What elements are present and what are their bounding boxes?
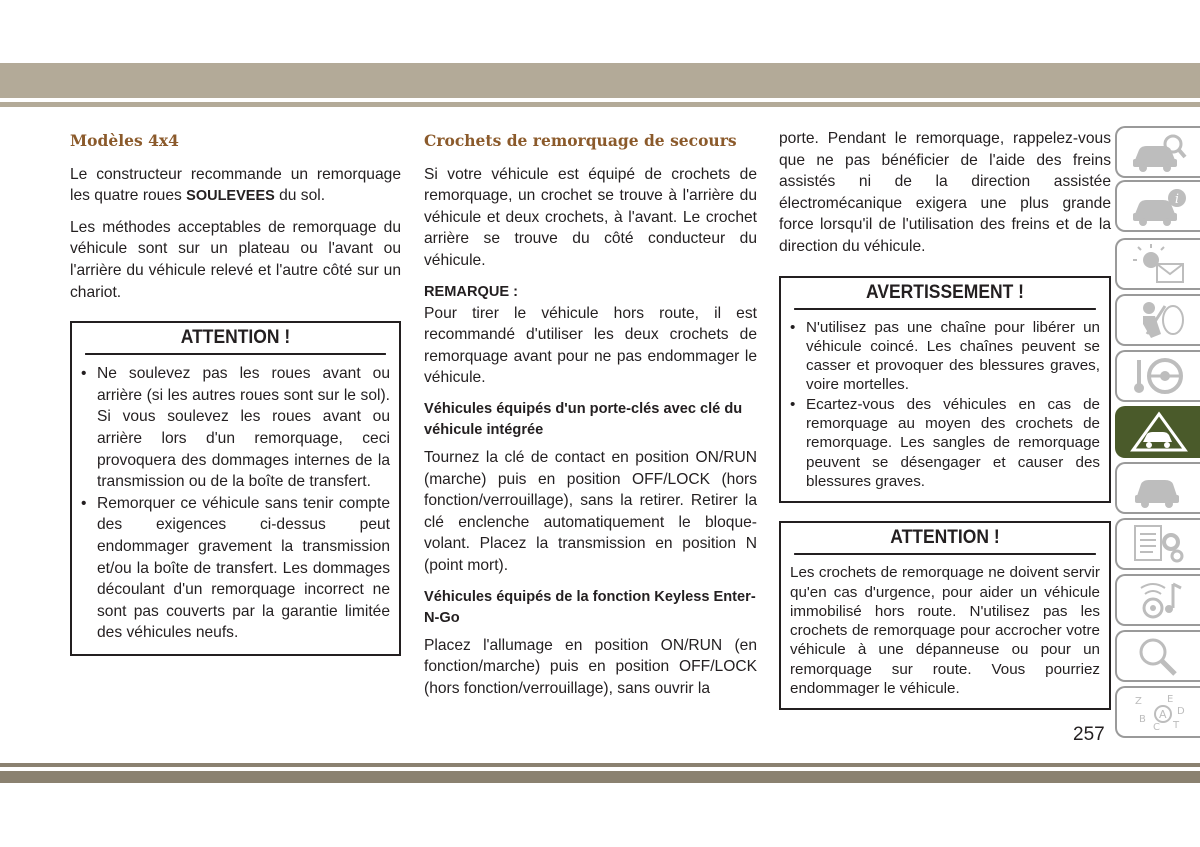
attention-box	[70, 321, 401, 656]
tab-starting-operating[interactable]	[1115, 350, 1200, 402]
car-info-icon	[1129, 184, 1189, 228]
car-magnifier-icon	[1129, 130, 1189, 174]
paragraph: Les méthodes acceptables de remorquage du véhicule sont sur un plateau ou l'avant ou l'arrière du véhicule relevé et l'autre côté sur un chariot.	[70, 218, 401, 301]
header-band	[0, 63, 1200, 98]
paragraph: Le constructeur recommande un remorquage les quatre roues SOULEVEES du sol.	[70, 165, 401, 205]
tab-servicing[interactable]	[1115, 462, 1200, 514]
tab-search[interactable]	[1115, 630, 1200, 682]
svg-text:i: i	[1174, 192, 1179, 207]
svg-text:T: T	[1172, 720, 1179, 731]
paragraph: Placez l'allumage en position ON/RUN (en fonction/marche) puis en position OFF/LOCK (hors fonction/verrouillage), sans ouvrir la	[424, 636, 757, 697]
warning-lights-envelope-icon	[1129, 242, 1189, 286]
svg-text:Z: Z	[1134, 696, 1142, 707]
tab-vehicle-info[interactable]	[1115, 180, 1200, 232]
tab-safety[interactable]	[1115, 294, 1200, 346]
tab-getting-to-know-vehicle[interactable]	[1115, 126, 1200, 178]
steering-wheel-key-icon	[1129, 354, 1189, 398]
section-heading-4x4: Modèles 4x4	[70, 131, 179, 150]
svg-text:C: C	[1152, 722, 1160, 733]
svg-text:A: A	[1158, 708, 1167, 721]
note-label: REMARQUE :	[424, 283, 519, 300]
attention-item: • Remorquer ce véhicule sans tenir compte des exigences ci-dessus peut endommager gravement la transmission et/ou la boîte de transfert. Les dommages découlant d'un remorquage incorrect ne sont pas couverts par la garantie limitée des véhicules neufs.	[81, 494, 390, 642]
tab-alphabetical-index[interactable]	[1115, 686, 1200, 738]
attention-title: ATTENTION !	[794, 523, 1096, 555]
svg-text:D: D	[1176, 706, 1185, 717]
warning-title: AVERTISSEMENT !	[794, 278, 1096, 310]
warning-body	[781, 310, 1109, 502]
tab-technical-specs[interactable]	[1115, 518, 1200, 570]
specs-gears-icon	[1129, 522, 1189, 566]
attention-body	[781, 555, 1109, 708]
tab-in-case-of-emergency[interactable]	[1115, 406, 1200, 458]
paragraph: Tournez la clé de contact en position ON/RUN (marche) puis en position OFF/LOCK (hors fonction/verrouillage), sans la retirer. Retirer la clé enclenche automatiquement le bloque-volant. Placez la transmission en position N (point mort).	[424, 448, 757, 574]
column-3	[779, 128, 1111, 710]
column-2	[424, 128, 757, 708]
attention-item: • Ne soulevez pas les roues avant ou arrière (si les autres roues sont sur le sol). Si vous soulevez les roues avant ou arrière lors d'un remorquage, ceci provoquera des dommages internes de la transmission ou de la boîte de transfert.	[81, 365, 390, 491]
attention-box	[779, 521, 1111, 710]
page-number: 257	[1073, 724, 1105, 745]
header-rule	[0, 102, 1200, 107]
multimedia-music-icon	[1129, 578, 1189, 622]
subheading: Véhicules équipés de la fonction Keyless Enter-N-Go	[424, 588, 756, 626]
tab-warning-lights[interactable]	[1115, 238, 1200, 290]
subheading: Véhicules équipés d'un porte-clés avec clé du véhicule intégrée	[424, 400, 743, 438]
svg-text:E: E	[1166, 694, 1173, 705]
tab-multimedia[interactable]	[1115, 574, 1200, 626]
footer-rule	[0, 763, 1200, 767]
attention-text: Les crochets de remorquage ne doivent servir qu'en cas d'urgence, pour aider un véhicule immobilisé hors route. N'utilisez pas les crochets de remorquage pour accrocher votre véhicule à une dépanneuse ou pour un remorquage sur route. Vous pourriez endommager le véhicule.	[790, 564, 1100, 698]
svg-text:B: B	[1138, 714, 1146, 725]
attention-body	[72, 355, 399, 654]
car-breakdown-warning-icon	[1129, 410, 1189, 454]
warning-item: • N'utilisez pas une chaîne pour libérer un véhicule coincé. Les chaînes peuvent se casser et provoquer des blessures graves, voire mortelles.	[790, 318, 1100, 394]
note-text: Pour tirer le véhicule hors route, il est recommandé d'utiliser les deux crochets de remorquage avant pour ne pas endommager le véhicule.	[424, 304, 757, 387]
paragraph: porte. Pendant le remorquage, rappelez-vous que ne pas bénéficier de l'aide des freins assistés ni de la direction assistée électromécanique exigera une plus grande force lorsqu'il de l'utilisation des freins et de la direction du véhicule.	[779, 130, 1111, 255]
paragraph: Si votre véhicule est équipé de crochets de remorquage, un crochet se trouve à l'arrière du véhicule et deux crochets, à l'avant. Le crochet arrière se trouve du côté conducteur du véhicule.	[424, 165, 757, 269]
car-service-icon	[1129, 466, 1189, 510]
search-index-icon	[1129, 634, 1189, 678]
seat-airbag-icon	[1129, 298, 1189, 342]
attention-title: ATTENTION !	[85, 323, 386, 355]
footer-band	[0, 771, 1200, 783]
alphabet-index-icon	[1129, 690, 1189, 734]
column-1	[70, 128, 401, 656]
warning-item: • Ecartez-vous des véhicules en cas de remorquage au moyen des crochets de remorquage. Les sangles de remorquage peuvent se désengager et causer des blessures graves.	[790, 395, 1100, 490]
section-heading-crochets: Crochets de remorquage de secours	[424, 131, 737, 150]
warning-box	[779, 276, 1111, 504]
